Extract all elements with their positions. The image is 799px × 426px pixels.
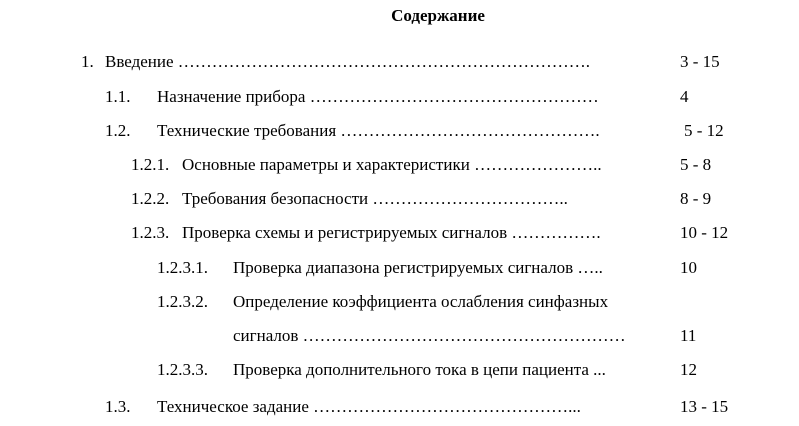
toc-entry-number: 1.2.3.1.: [157, 258, 208, 277]
toc-title: Содержание: [391, 6, 485, 25]
toc-entry-text: Техническое задание ………………………………………...: [157, 397, 581, 416]
toc-entry-text: Требования безопасности ……………………………..: [182, 189, 568, 208]
toc-entry-pages: 5 - 8: [680, 155, 712, 174]
toc-entry-text: Технические требования ……………………………………….: [157, 121, 600, 140]
toc-entry-text: сигналов …………………………………………………: [233, 326, 626, 345]
toc-entry-number: 1.2.2.: [131, 189, 170, 208]
toc-entry-pages: 12: [680, 360, 697, 379]
toc-entry-pages: 10 - 12: [680, 223, 729, 242]
toc-entry-number: 1.2.3.2.: [157, 292, 208, 311]
toc-entry-number: 1.2.1.: [131, 155, 170, 174]
toc-entry-number: 1.2.3.: [131, 223, 170, 242]
toc-entry-number: 1.1.: [105, 87, 131, 106]
toc-entry-pages: 5 - 12: [684, 121, 724, 140]
toc-entry-text: Определение коэффициента ослабления синфазных: [233, 292, 609, 311]
toc-entry-text: Проверка диапазона регистрируемых сигналов …..: [233, 258, 603, 277]
toc-entry-text: Назначение прибора ……………………………………………: [157, 87, 599, 106]
toc-entry-pages: 8 - 9: [680, 189, 712, 208]
toc-entry-number: 1.3.: [105, 397, 131, 416]
toc-entry-text: Основные параметры и характеристики …………………..: [182, 155, 602, 174]
toc-entry-pages: 3 - 15: [680, 52, 720, 71]
toc-entry-text: Проверка схемы и регистрируемых сигналов …………….: [182, 223, 601, 242]
toc-entry-number: 1.2.: [105, 121, 131, 140]
toc-entry-pages: 4: [680, 87, 689, 106]
toc-entry-number: 1.: [81, 52, 94, 71]
toc-entry-number: 1.2.3.3.: [157, 360, 208, 379]
toc-entry-pages: 10: [680, 258, 697, 277]
toc-entry-text: Введение ……………………………………………………………….: [105, 52, 591, 71]
toc-entry-pages: 11: [680, 326, 697, 345]
toc-entry-pages: 13 - 15: [680, 397, 729, 416]
toc-entry-text: Проверка дополнительного тока в цепи пациента ...: [233, 360, 606, 379]
